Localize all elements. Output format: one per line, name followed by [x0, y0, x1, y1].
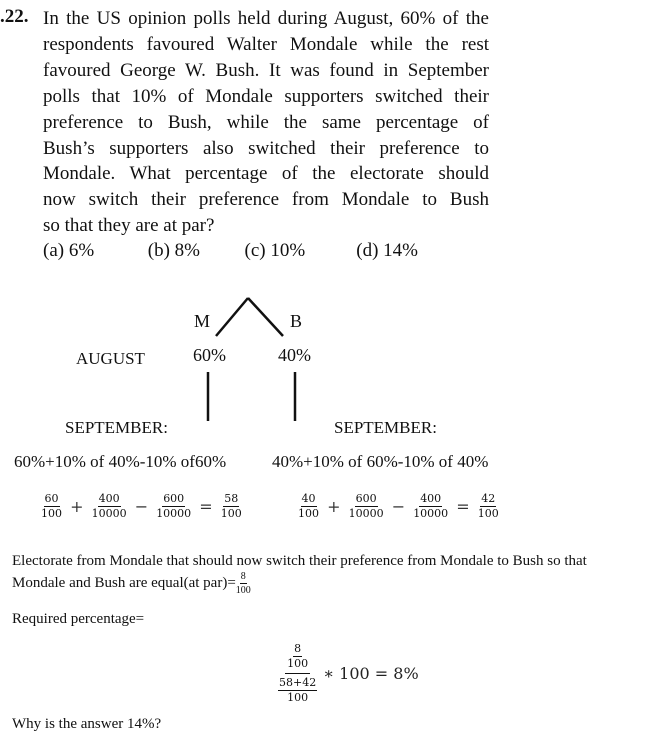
question-line: Mondale. What percentage of the electorate should: [43, 163, 489, 185]
calc-left: 60%+10% of 40%-10% of60%: [14, 452, 227, 471]
denominator: 10000: [156, 507, 192, 520]
numerator: 400: [98, 492, 120, 505]
september-right: SEPTEMBER:: [334, 418, 437, 437]
denominator: 100: [41, 507, 62, 520]
numerator: 58+42: [279, 676, 317, 689]
fraction: [156, 493, 191, 520]
fraction: [413, 493, 448, 520]
footer-question: Why is the answer 14%?: [12, 716, 162, 732]
label-b: B: [290, 311, 303, 331]
denominator: 100: [287, 691, 309, 704]
question-number: .22.: [0, 6, 29, 27]
denominator: 100: [477, 507, 499, 520]
numerator: 400: [420, 492, 442, 505]
numerator: 8: [240, 571, 246, 582]
option-d: (d) 14%: [356, 240, 418, 261]
required-formula: [278, 643, 419, 704]
numerator: 40: [301, 492, 316, 505]
question-line: Bush’s supporters also switched their preference to: [43, 137, 489, 159]
fraction: [236, 571, 251, 596]
question-line: favoured George W. Bush. It was found in September: [43, 59, 489, 81]
numerator: 8: [294, 642, 302, 655]
required-label: Required percentage=: [12, 611, 145, 627]
fraction: [478, 493, 499, 520]
b-branch-line: [248, 298, 283, 336]
compound-fraction: [278, 643, 317, 704]
numerator: 42: [481, 492, 496, 505]
question-line: respondents favoured Walter Mondale while the rest: [43, 33, 489, 55]
september-left: SEPTEMBER:: [65, 418, 168, 437]
question-line: so that they are at par?: [43, 215, 215, 237]
denominator: 10000: [348, 507, 384, 520]
denominator: 100: [235, 585, 251, 596]
question-line: In the US opinion polls held during August, 60% of the: [43, 8, 489, 29]
electorate-line-1: Electorate from Mondale that should now switch their preference from Mondale to Bush so that: [12, 553, 587, 569]
fraction: [221, 493, 242, 520]
minus-sign: −: [134, 497, 149, 516]
m-percent: 60%: [193, 345, 226, 365]
electorate-line-2: [12, 571, 251, 596]
fraction-line-right: [298, 493, 499, 520]
label-august: AUGUST: [76, 349, 145, 368]
minus-sign: −: [391, 497, 406, 516]
denominator: 100: [298, 507, 319, 520]
label-m: M: [194, 311, 211, 331]
denominator: 10000: [413, 507, 449, 520]
equals-sign: =: [456, 497, 470, 516]
denominator: 100: [220, 507, 242, 520]
b-percent: 40%: [278, 345, 311, 365]
question-line: preference to Bush, while the same percentage of: [43, 111, 489, 133]
denominator: 100: [287, 657, 309, 670]
fraction: [92, 493, 127, 520]
option-c: (c) 10%: [244, 240, 306, 261]
numerator: 600: [355, 492, 377, 505]
fraction: [298, 493, 319, 520]
calc-right: 40%+10% of 60%-10% of 40%: [272, 452, 489, 471]
numerator: 60: [44, 492, 59, 505]
question-line: now switch their preference from Mondale to Bush: [43, 189, 489, 211]
denominator: 10000: [91, 507, 127, 520]
plus-sign: +: [327, 497, 341, 516]
fraction: [41, 493, 62, 520]
formula-result: ∗ 100 = 8%: [323, 664, 419, 683]
numerator: 58: [224, 492, 239, 505]
equals-sign: =: [199, 497, 213, 516]
fraction-line-left: [41, 493, 242, 520]
numerator: 600: [163, 492, 185, 505]
electorate-text: Mondale and Bush are equal(at par)=: [12, 574, 236, 591]
m-branch-line: [216, 298, 248, 336]
fraction: [278, 677, 317, 704]
fraction: [349, 493, 384, 520]
option-b: (b) 8%: [147, 240, 200, 261]
question-line: polls that 10% of Mondale supporters switched their: [43, 85, 489, 107]
fraction: [287, 643, 308, 670]
option-a: (a) 6%: [43, 240, 95, 261]
plus-sign: +: [70, 497, 84, 516]
